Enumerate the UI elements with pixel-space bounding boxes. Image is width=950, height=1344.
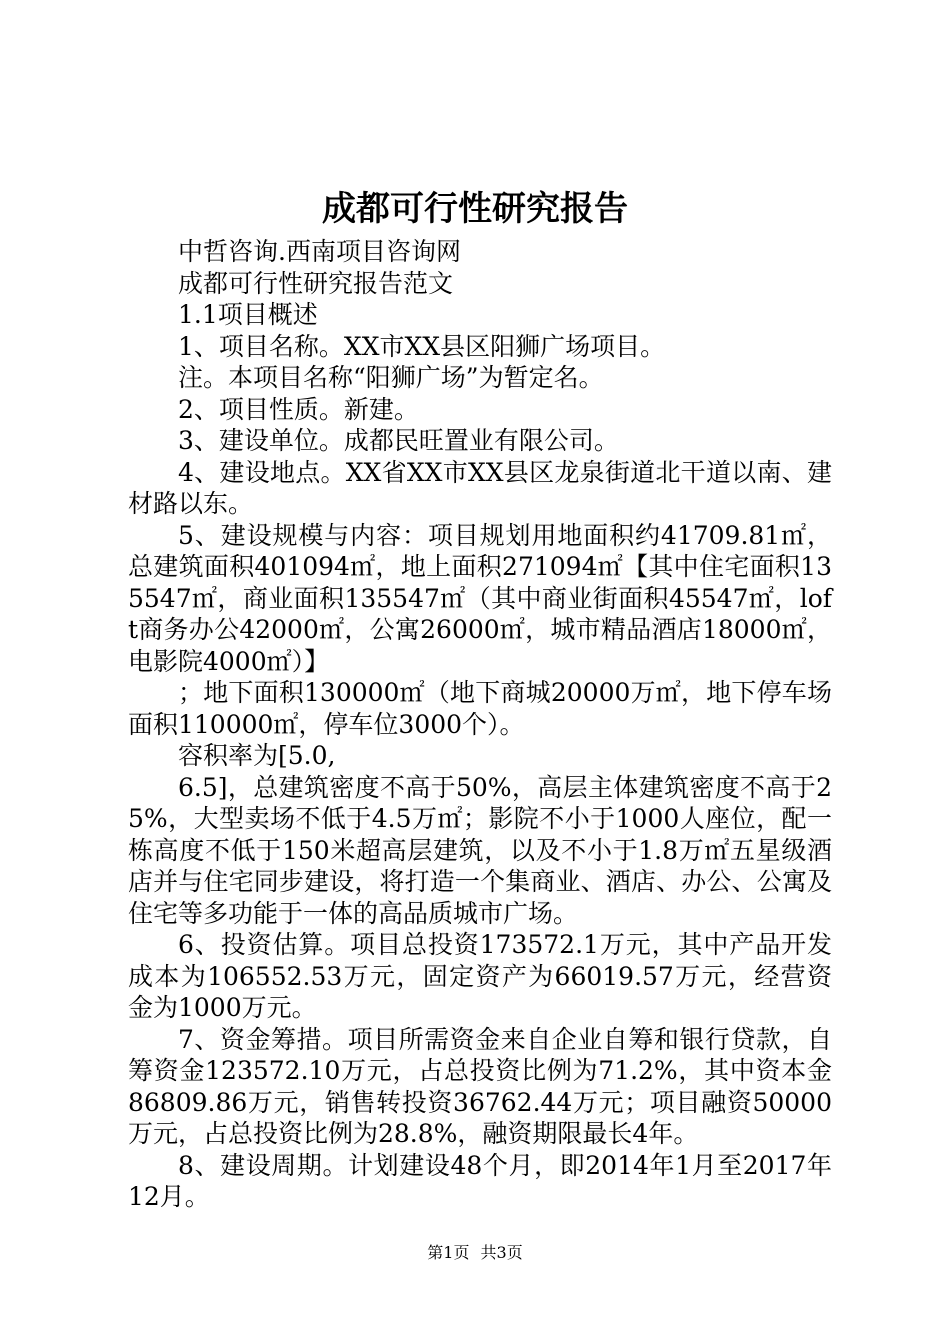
- page-total: 共3页: [480, 1243, 523, 1262]
- paragraph-subtitle: 成都可行性研究报告范文: [178, 268, 454, 298]
- paragraph-underground: ；地下面积130000㎡（地下商城20000万㎡，地下停车场面积110000㎡，停车位3000个）。: [128, 678, 832, 739]
- paragraph-plot-ratio: 容积率为[5.0,: [178, 741, 336, 770]
- document-title: 成都可行性研究报告: [322, 189, 628, 229]
- paragraph-scale: 5、建设规模与内容：项目规划用地面积约41709.81㎡，总建筑面积401094㎡，地上面积271094㎡【其中住宅面积135547㎡，商业面积135547㎡（其中商业街面积45547㎡，loft商务办公42000㎡，公寓26000㎡，城市精品酒店18000㎡，电影院4000㎡）】: [128, 520, 832, 676]
- page-number: 第1页: [427, 1243, 470, 1262]
- paragraph-density: 6.5]，总建筑密度不高于50%，高层主体建筑密度不高于25%，大型卖场不低于4.5万㎡；影院不小于1000人座位，配一栋高度不低于150米超高层建筑，以及不小于1.8万㎡五星级酒店并与住宅同步建设，将打造一个集商业、酒店、办公、公寓及住宅等多功能于一体的高品质城市广场。: [128, 772, 832, 928]
- page-footer: [0, 1242, 950, 1264]
- paragraph-note: 注。本项目名称“阳狮广场”为暂定名。: [178, 363, 604, 392]
- paragraph-project-nature: 2、项目性质。新建。: [178, 394, 419, 424]
- paragraph-investment: 6、投资估算。项目总投资173572.1万元，其中产品开发成本为106552.53万元，固定资产为66019.57万元，经营资金为1000万元。: [128, 930, 832, 1022]
- paragraph-source: 中哲咨询.西南项目咨询网: [178, 237, 461, 266]
- paragraph-builder: 3、建设单位。成都民旺置业有限公司。: [178, 426, 619, 455]
- paragraph-location: 4、建设地点。XX省XX市XX县区龙泉街道北干道以南、建材路以东。: [128, 457, 832, 518]
- paragraph-funding: 7、资金筹措。项目所需资金来自企业自筹和银行贷款，自筹资金123572.10万元，占总投资比例为71.2%，其中资本金86809.86万元，销售转投资36762.44万元；项目融资50000万元，占总投资比例为28.8%，融资期限最长4年。: [128, 1024, 832, 1148]
- paragraph-schedule: 8、建设周期。计划建设48个月，即2014年1月至2017年12月。: [128, 1150, 832, 1211]
- paragraph-project-name: 1、项目名称。XX市XX县区阳狮广场项目。: [178, 331, 666, 361]
- document-body: [128, 236, 832, 1213]
- section-heading: 1.1项目概述: [178, 300, 318, 329]
